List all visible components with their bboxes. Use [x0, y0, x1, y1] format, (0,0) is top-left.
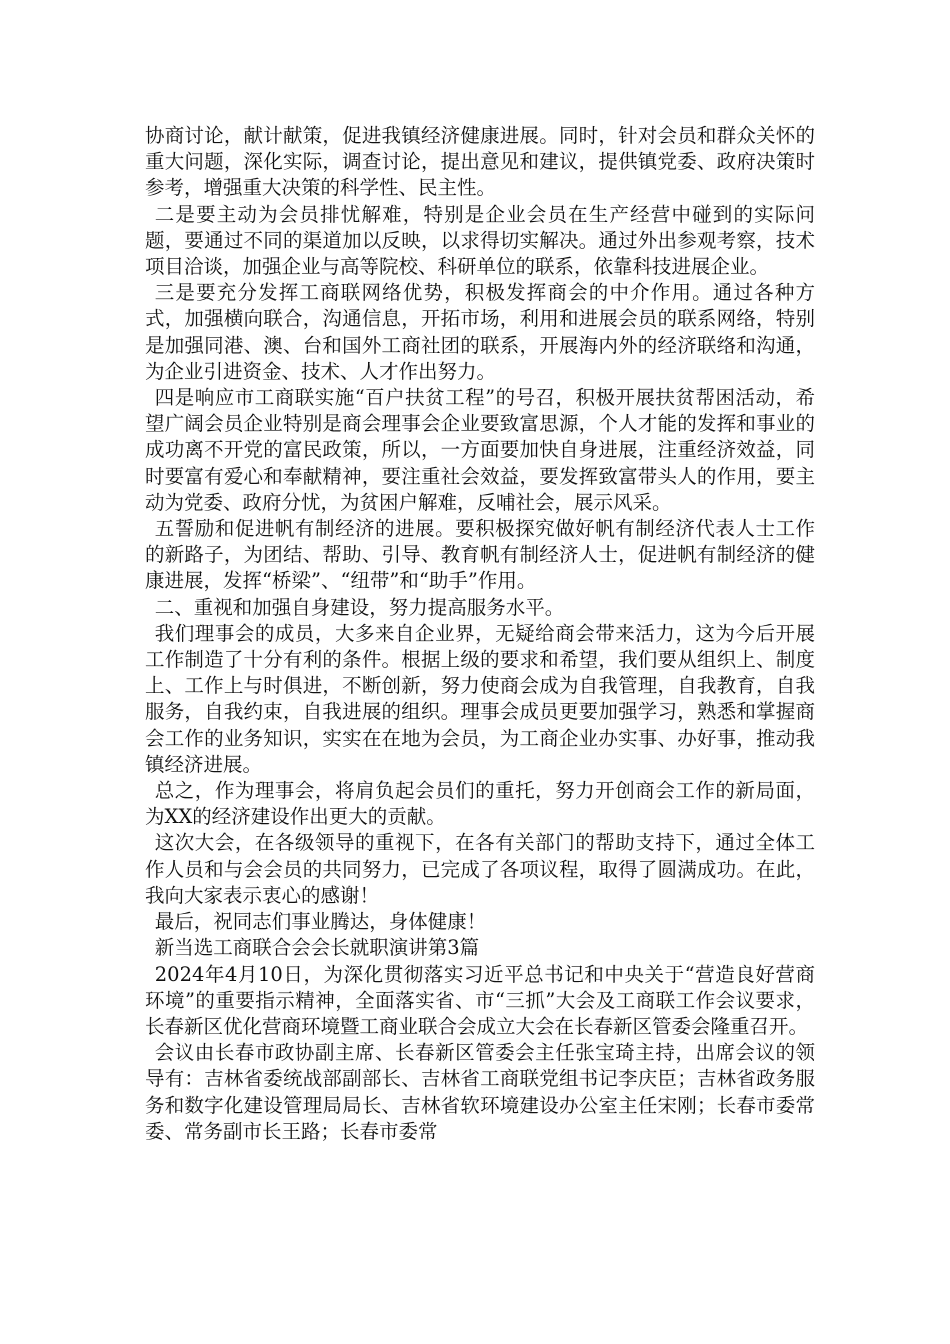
article-title: 新当选工商联合会会长就职演讲第3篇	[154, 936, 480, 960]
paragraph-8: 总之，作为理事会，将肩负起会员们的重托，努力开创商会工作的新局面，为XX的经济建设作出更大的贡献。	[145, 779, 815, 829]
paragraph-7: 我们理事会的成员，大多来自企业界，无疑给商会带来活力，这为今后开展工作制造了十分有利的条件。根据上级的要求和希望，我们要从组织上、制度上、工作上与时俱进，不断创新，努力使商会成为自我管理，自我教育，自我服务，自我约束，自我进展的组织。理事会成员更要加强学习，熟悉和掌握商会工作的业务知识，实实在在地为会员，为工商企业办实事、办好事，推动我镇经济进展。	[145, 621, 815, 776]
paragraph-1: 协商讨论，献计献策，促进我镇经济健康进展。同时，针对会员和群众关怀的重大问题，深化实际，调查讨论，提出意见和建议，提供镇党委、政府决策时参考，增强重大决策的科学性、民主性。	[145, 124, 815, 200]
paragraph-4: 四是响应市工商联实施“百户扶贫工程”的号召，积极开展扶贫帮困活动，希望广阔会员企业特别是商会理事会企业要致富思源，个人才能的发挥和事业的成功离不开党的富民政策，所以，一方面要加快自身进展，注重经济效益，同时要富有爱心和奉献精神，要注重社会效益，要发挥致富带头人的作用，要主动为党委、政府分忧，为贫困户解难，反哺社会，展示风采。	[145, 386, 815, 514]
paragraph-13: 会议由长春市政协副主席、长春新区管委会主任张宝琦主持，出席会议的领导有：吉林省委统战部副部长、吉林省工商联党组书记李庆臣；吉林省政务服务和数字化建设管理局局长、吉林省软环境建设办公室主任宋刚；长春市委常委、常务副市长王路；长春市委常	[145, 1041, 815, 1143]
paragraph-2: 二是要主动为会员排忧解难，特别是企业会员在生产经营中碰到的实际问题，要通过不同的渠道加以反映，以求得切实解决。通过外出参观考察，技术项目洽谈，加强企业与高等院校、科研单位的联系，依靠科技进展企业。	[145, 202, 815, 279]
paragraph-10: 最后，祝同志们事业腾达，身体健康！	[154, 910, 487, 934]
paragraph-9: 这次大会，在各级领导的重视下，在各有关部门的帮助支持下，通过全体工作人员和与会会员的共同努力，已完成了各项议程，取得了圆满成功。在此，我向大家表示衷心的感谢！	[145, 831, 815, 907]
paragraph-3: 三是要充分发挥工商联网络优势，积极发挥商会的中介作用。通过各种方式，加强横向联合，沟通信息，开拓市场，利用和进展会员的联系网络，特别是加强同港、澳、台和国外工商社团的联系，开展海内外的经济联络和沟通，为企业引进资金、技术、人才作出努力。	[145, 281, 815, 383]
paragraph-12: 2024年4月10日，为深化贯彻落实习近平总书记和中央关于“营造良好营商环境”的重要指示精神，全面落实省、市“三抓”大会及工商联工作会议要求，长春新区优化营商环境暨工商业联合会成立大会在长春新区管委会隆重召开。	[145, 962, 815, 1038]
document-page	[145, 123, 815, 1145]
section-heading: 二、重视和加强自身建设，努力提高服务水平。	[154, 595, 565, 619]
paragraph-5: 五誓励和促进帆有制经济的进展。要积极探究做好帆有制经济代表人士工作的新路子，为团结、帮助、引导、教育帆有制经济人士，促进帆有制经济的健康进展，发挥“桥梁”、“纽带”和“助手”作用。	[145, 517, 815, 593]
